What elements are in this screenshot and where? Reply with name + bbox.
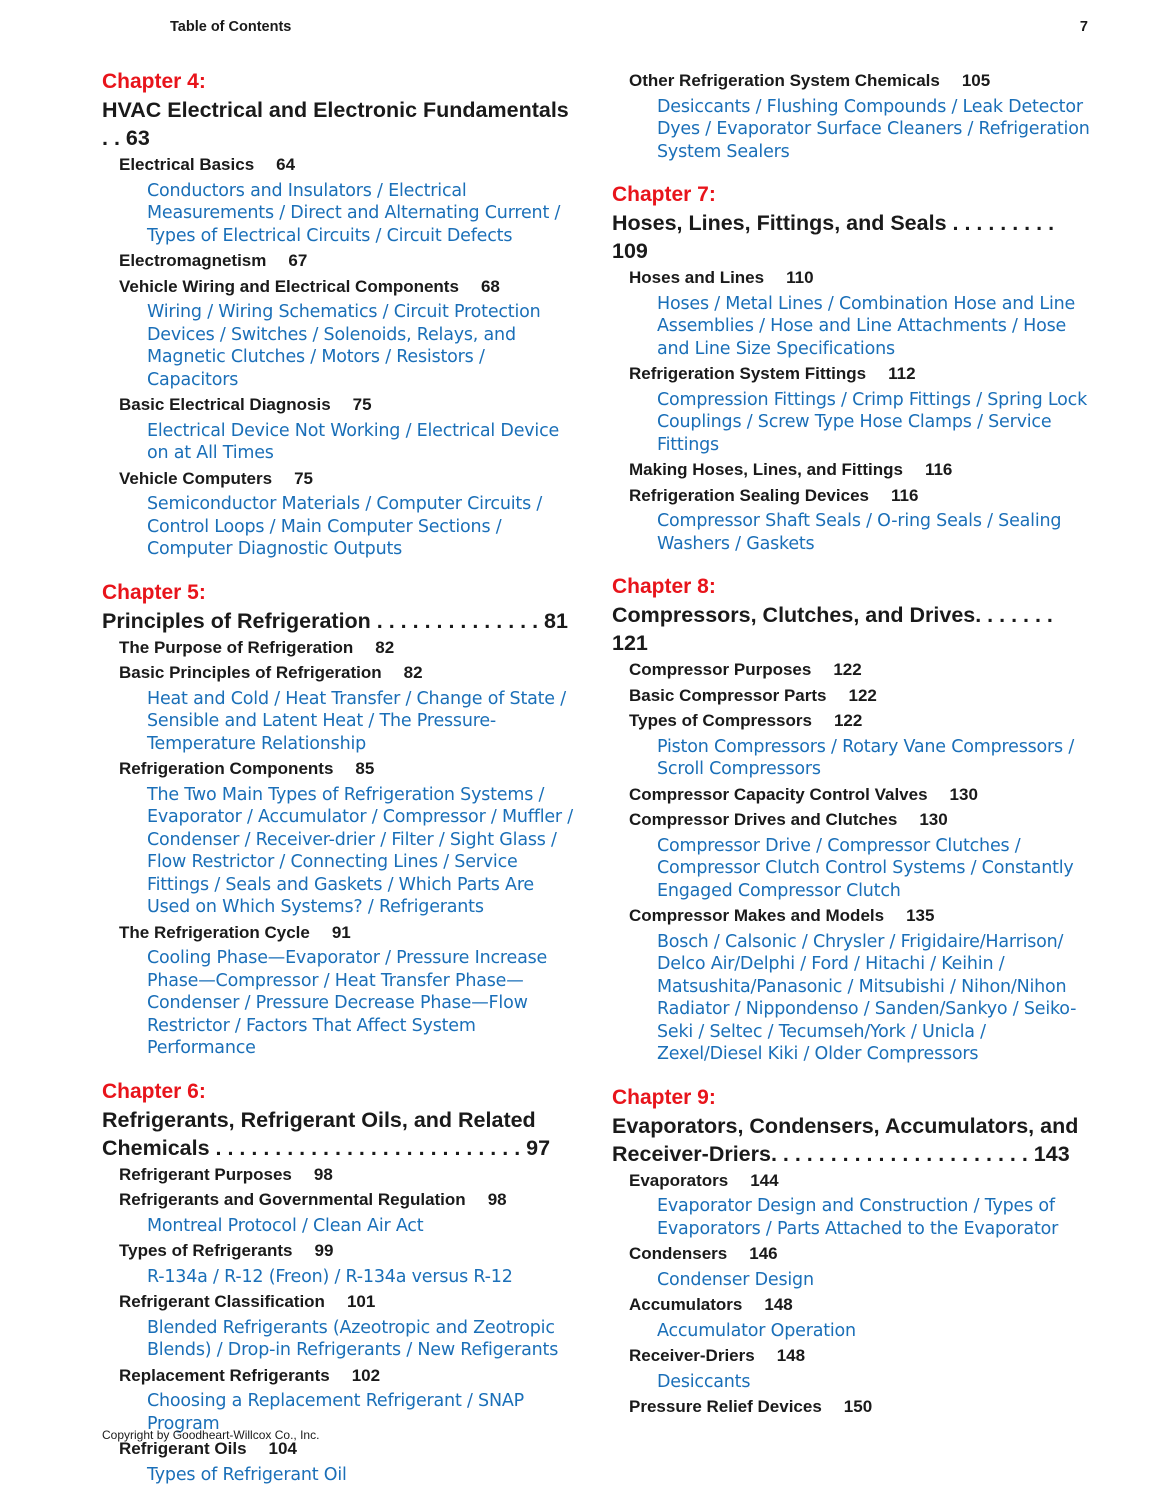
topic-name: Electromagnetism <box>119 251 267 270</box>
topic-page: 144 <box>750 1170 779 1190</box>
topic-entry[interactable] <box>119 1364 580 1389</box>
topic-name: Condensers <box>629 1244 728 1263</box>
subtopic-list: Piston Compressors / Rotary Vane Compressors / Scroll Compressors <box>657 736 1075 779</box>
topic-page: 64 <box>276 155 296 174</box>
subtopic-list: The Two Main Types of Refrigeration Systems / Evaporator / Accumulator / Compressor / Muffler / Condenser / Receiver-drier / Filter / Sight Glass / Flow Restrictor / Connecting Lines / Service Fittings / Seals and Gaskets / Which Parts Are Used on Which Systems? / Refrigerants <box>147 784 573 917</box>
topic-page: 98 <box>487 1190 507 1209</box>
topic-page: 68 <box>480 276 500 296</box>
topic-name: Compressor Makes and Models <box>629 906 885 925</box>
topic-entry[interactable] <box>629 709 1090 734</box>
topic-name: Types of Compressors <box>629 711 812 730</box>
page-number: 7 <box>1079 19 1088 35</box>
subtopic-list: Hoses / Metal Lines / Combination Hose and Line Assemblies / Hose and Line Attachments / Hose and Line Size Specifications <box>657 293 1076 359</box>
topic-page: 99 <box>314 1241 334 1260</box>
topic-name: Evaporators <box>629 1170 729 1190</box>
topic-name: The Purpose of Refrigeration <box>119 637 354 657</box>
topic-entry[interactable] <box>119 757 580 782</box>
topic-page: 75 <box>294 468 313 488</box>
subtopic-list: R-134a / R-12 (Freon) / R-134a versus R-12 <box>147 1266 513 1287</box>
chapter-block <box>612 1084 1090 1420</box>
topic-name: Basic Electrical Diagnosis <box>119 395 331 414</box>
topic-name: Electrical Basics <box>119 155 255 174</box>
topic-entry[interactable] <box>629 1395 1090 1420</box>
subtopic-list: Blended Refrigerants (Azeotropic and Zeotropic Blends) / Drop-in Refrigerants / New Refigerants <box>147 1317 559 1360</box>
chapter-block <box>612 181 1090 555</box>
chapter-title[interactable]: Evaporators, Condensers, Accumulators, and Receiver-Driers. . . . . . . . . . . . . . . . . . . . . . 143 <box>612 1113 1079 1166</box>
topic-entry[interactable] <box>119 467 580 492</box>
topic-page: 105 <box>961 71 991 90</box>
topic-page: 122 <box>848 685 877 705</box>
topic-entry[interactable] <box>629 783 1090 808</box>
topic-page: 98 <box>313 1164 333 1184</box>
topic-entry[interactable] <box>119 393 580 418</box>
topic-entry[interactable] <box>629 658 1090 683</box>
subtopic-list: Desiccants / Flushing Compounds / Leak Detector Dyes / Evaporator Surface Cleaners / Refrigeration System Sealers <box>657 96 1090 162</box>
chapter-label: Chapter 5: <box>102 580 206 604</box>
topic-entry[interactable] <box>119 661 580 686</box>
chapter-label: Chapter 4: <box>102 70 206 93</box>
chapter-title[interactable]: Refrigerants, Refrigerant Oils, and Related Chemicals . . . . . . . . . . . . . . . . . . . . . . . . . . 97 <box>102 1107 551 1160</box>
topic-page: 130 <box>919 810 948 829</box>
topic-name: Refrigeration System Fittings <box>629 364 867 383</box>
topic-name: Vehicle Computers <box>119 468 273 488</box>
topic-page: 148 <box>776 1346 806 1365</box>
topic-name: Accumulators <box>629 1295 743 1314</box>
chapter-label: Chapter 6: <box>102 1079 206 1103</box>
chapter-block <box>102 68 580 561</box>
chapter-label: Chapter 8: <box>612 575 716 598</box>
topic-name: Vehicle Wiring and Electrical Components <box>119 276 459 296</box>
topic-entry[interactable] <box>629 458 1090 483</box>
topic-entry[interactable] <box>119 1290 580 1315</box>
topic-name: Hoses and Lines <box>629 268 765 287</box>
subtopic-list: Heat and Cold / Heat Transfer / Change of State / Sensible and Latent Heat / The Pressure-Temperature Relationship <box>147 688 566 754</box>
copyright-footer: Copyright by Goodheart-Willcox Co., Inc. <box>102 1428 320 1442</box>
topic-entry[interactable] <box>119 636 580 661</box>
chapter-label: Chapter 7: <box>612 183 716 206</box>
topic-name: Compressor Purposes <box>629 660 812 679</box>
topic-entry[interactable] <box>119 921 580 946</box>
topic-page: 122 <box>833 711 863 730</box>
running-head: Table of Contents <box>170 19 292 35</box>
topic-entry[interactable] <box>629 1293 1090 1318</box>
topic-name: The Refrigeration Cycle <box>119 922 310 942</box>
topic-page: 146 <box>749 1244 778 1263</box>
topic-name: Compressor Drives and Clutches <box>629 810 898 829</box>
topic-page: 91 <box>331 922 351 942</box>
topic-entry[interactable] <box>629 904 1090 929</box>
topic-entry[interactable] <box>119 1188 580 1213</box>
subtopic-list: Bosch / Calsonic / Chrysler / Frigidaire/Harrison/ Delco Air/Delphi / Ford / Hitachi / Keihin / Matsushita/Panasonic / Mitsubishi / Nihon/Nihon Radiator / Nippondenso / Sanden/Sankyo / Seiko-Seki / Seltec / Tecumseh/York / Unicla / Zexel/Diesel Kiki / Older Compressors <box>657 931 1077 1064</box>
topic-page: 130 <box>949 784 978 804</box>
subtopic-list: Cooling Phase—Evaporator / Pressure Increase Phase—Compressor / Heat Transfer Phase—Condenser / Pressure Decrease Phase—Flow Restrictor / Factors That Affect System Performance <box>147 948 548 1058</box>
topic-entry[interactable] <box>119 275 580 300</box>
chapter-title[interactable]: HVAC Electrical and Electronic Fundamentals . . 63 <box>102 98 569 150</box>
topic-page: 110 <box>786 268 814 287</box>
topic-name: Compressor Capacity Control Valves <box>629 784 928 804</box>
chapter-block <box>612 69 1090 163</box>
topic-name: Receiver-Driers <box>629 1346 755 1365</box>
topic-name: Refrigerant Purposes <box>119 1164 292 1184</box>
chapter-title[interactable]: Compressors, Clutches, and Drives. . . . . . . 121 <box>612 603 1053 655</box>
topic-name: Types of Refrigerants <box>119 1241 293 1260</box>
chapter-block <box>612 573 1090 1066</box>
topic-name: Refrigerant Oils <box>119 1439 247 1458</box>
topic-page: 85 <box>355 759 375 778</box>
topic-page: 75 <box>352 395 372 414</box>
topic-entry[interactable] <box>629 484 1090 509</box>
subtopic-list: Evaporator Design and Construction / Types of Evaporators / Parts Attached to the Evaporator <box>657 1196 1059 1239</box>
chapter-block <box>102 579 580 1060</box>
topic-page: 116 <box>890 485 919 505</box>
topic-entry[interactable] <box>629 1344 1090 1369</box>
topic-page: 82 <box>375 637 395 657</box>
topic-name: Basic Principles of Refrigeration <box>119 663 382 682</box>
chapter-label: Chapter 9: <box>612 1085 716 1109</box>
chapter-block <box>102 1078 580 1487</box>
topic-page: 135 <box>906 906 935 925</box>
subtopic-list: Semiconductor Materials / Computer Circuits / Control Loops / Main Computer Sections / Computer Diagnostic Outputs <box>147 494 543 559</box>
topic-page: 112 <box>888 364 916 383</box>
topic-name: Pressure Relief Devices <box>629 1397 822 1416</box>
subtopic-list: Wiring / Wiring Schematics / Circuit Protection Devices / Switches / Solenoids, Relays, and Magnetic Clutches / Motors / Resistors / Capacitors <box>147 302 541 390</box>
subtopic-list: Electrical Device Not Working / Electrical Device on at All Times <box>147 420 560 463</box>
topic-page: 150 <box>843 1397 873 1416</box>
topic-page: 101 <box>346 1292 376 1311</box>
subtopic-list: Types of Refrigerant Oil <box>147 1464 347 1485</box>
topic-entry[interactable] <box>629 684 1090 709</box>
topic-page: 116 <box>924 460 953 479</box>
topic-entry[interactable] <box>629 69 1090 94</box>
topic-page: 104 <box>268 1439 297 1458</box>
chapter-title[interactable]: Hoses, Lines, Fittings, and Seals . . . . . . . . . 109 <box>612 211 1055 263</box>
subtopic-list: Compressor Shaft Seals / O-ring Seals / Sealing Washers / Gaskets <box>657 511 1062 554</box>
subtopic-list: Conductors and Insulators / Electrical Measurements / Direct and Alternating Current / Types of Electrical Circuits / Circuit Defects <box>147 180 561 246</box>
topic-entry[interactable] <box>119 249 580 274</box>
topic-entry[interactable] <box>119 1239 580 1264</box>
subtopic-list: Desiccants <box>657 1371 751 1392</box>
topic-name: Refrigeration Components <box>119 759 334 778</box>
topic-page: 148 <box>764 1295 793 1314</box>
topic-name: Refrigeration Sealing Devices <box>629 485 869 505</box>
topic-entry[interactable] <box>119 1163 580 1188</box>
subtopic-list: Compressor Drive / Compressor Clutches / Compressor Clutch Control Systems / Constantly Engaged Compressor Clutch <box>657 835 1074 901</box>
subtopic-list: Condenser Design <box>657 1269 814 1290</box>
topic-name: Refrigerant Classification <box>119 1292 325 1311</box>
topic-page: 122 <box>833 660 862 679</box>
topic-name: Making Hoses, Lines, and Fittings <box>629 460 903 479</box>
topic-page: 102 <box>351 1365 381 1385</box>
topic-entry[interactable] <box>629 1242 1090 1267</box>
topic-page: 67 <box>288 251 308 270</box>
topic-entry[interactable] <box>629 1169 1090 1194</box>
subtopic-list: Compression Fittings / Crimp Fittings / Spring Lock Couplings / Screw Type Hose Clamps / Service Fittings <box>657 389 1088 455</box>
right-column <box>612 68 1090 1438</box>
topic-name: Basic Compressor Parts <box>629 685 827 705</box>
topic-entry[interactable] <box>629 362 1090 387</box>
chapter-title[interactable]: Principles of Refrigeration . . . . . . . . . . . . . . 81 <box>102 608 568 633</box>
topic-name: Other Refrigeration System Chemicals <box>629 71 940 90</box>
topic-entry[interactable] <box>629 808 1090 833</box>
subtopic-list: Choosing a Replacement Refrigerant / SNAP Program <box>147 1391 524 1434</box>
topic-name: Replacement Refrigerants <box>119 1365 330 1385</box>
subtopic-list: Accumulator Operation <box>657 1320 856 1341</box>
left-column <box>102 68 580 1504</box>
topic-entry[interactable] <box>629 266 1090 291</box>
topic-entry[interactable] <box>119 153 580 178</box>
topic-page: 82 <box>403 663 423 682</box>
subtopic-list: Montreal Protocol / Clean Air Act <box>147 1215 424 1236</box>
topic-name: Refrigerants and Governmental Regulation <box>119 1190 466 1209</box>
